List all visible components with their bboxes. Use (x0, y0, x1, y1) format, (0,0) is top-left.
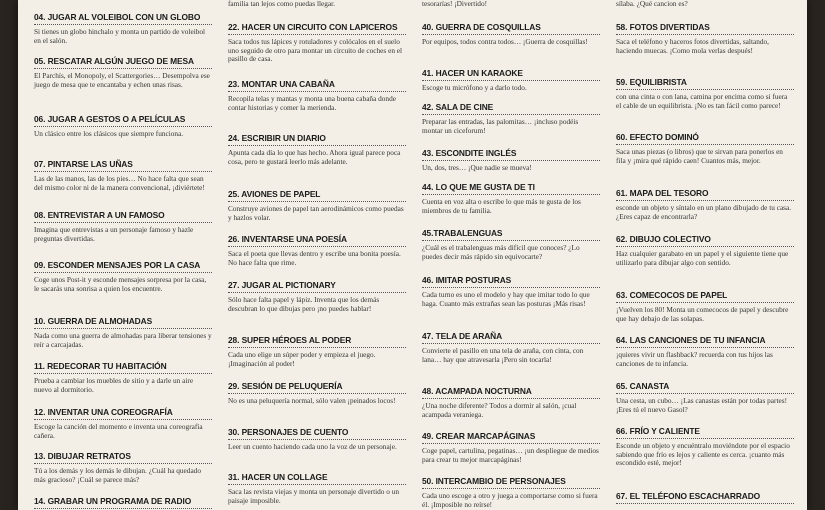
item-title: 65. CANASTA (616, 381, 794, 394)
item-desc: Leer un cuento haciendo cada uno la voz de un personaje. (228, 442, 397, 451)
list-item (616, 188, 794, 221)
item-title: 47. TELA DE ARAÑA (422, 331, 600, 344)
list-item (228, 133, 406, 166)
item-desc: Cada uno escoge a otro y juega a comportarse como si fuera él. ¡Imposible no reírse! (422, 491, 598, 509)
item-title: 61. MAPA DEL TESORO (616, 188, 794, 201)
list-item (228, 234, 406, 267)
item-title: 44. LO QUE ME GUSTA DE TI (422, 182, 600, 195)
continued-text: tesorarías! ¡Divertido! (422, 0, 488, 8)
item-desc: Preparar las entradas, las palomitas… ¡incluso podéis montar un ciceforum! (422, 117, 579, 135)
item-desc: Cuenta en voz alta o escribe lo que más te gusta de los miembros de tu familia. (422, 197, 581, 215)
item-title: 31. HACER UN COLLAGE (228, 472, 406, 485)
item-title: 41. HACER UN KARAOKE (422, 68, 600, 81)
list-item (34, 12, 212, 45)
list-item (34, 210, 212, 243)
list-item (228, 79, 406, 112)
item-title: 06. JUGAR A GESTOS O A PELÍCULAS (34, 114, 212, 127)
item-desc: El Parchís, el Monopoly, el Scattergories… Desempolva ese juego de mesa que te encantaba y echen unas risas. (34, 71, 210, 89)
item-desc: Sólo hace falta papel y lápiz. Inventa que los demás descubran lo que dibujas pero ¡no puedes hablar! (228, 295, 380, 313)
list-item (228, 427, 406, 452)
item-title: 43. ESCONDITE INGLÉS (422, 148, 600, 161)
item-desc: Convierte el pasillo en una tela de araña, con cinta, con lana… hay que atravesarla ¡Pero sin tocarla! (422, 346, 584, 364)
item-title: 26. INVENTARSE UNA POESÍA (228, 234, 406, 247)
item-desc: Esconde un objeto y encuéntralo moviéndote por el espacio sabiendo que frío es lejos y caliente es cerca. ¡cuanto más escondido esté, mejor! (616, 441, 790, 468)
list-item (422, 275, 600, 308)
item-desc: Una cesta, un cubo… ¡Las canastas están por todas partes! ¡Eres tú el nuevo Gasol? (616, 396, 788, 414)
item-title: 62. DIBUJO COLECTIVO (616, 234, 794, 247)
list-item (228, 381, 406, 406)
list-item (616, 426, 794, 468)
item-title: 60. EFECTO DOMINÓ (616, 132, 794, 145)
item-title: 63. COMECOCOS DE PAPEL (616, 290, 794, 303)
list-item (422, 68, 600, 93)
magazine-page (18, 0, 807, 510)
item-desc: Nada como una guerra de almohadas para liberar tensiones y reír a carcajadas. (34, 331, 212, 349)
list-item (34, 159, 212, 192)
item-desc: Apunta cada día lo que has hecho. Ahora igual parece poca cosa, pero te gustará leerlo más adelante. (228, 148, 401, 166)
item-desc: Saca todos tus lápices y rotuladores y colócalos en el suelo uno seguido de otro para montar un circuito de coches en el pasillo de casa. (228, 37, 403, 64)
list-item (616, 77, 794, 110)
item-desc: Por equipos, todos contra todos… ¡Guerra de cosquillas! (422, 37, 588, 46)
item-title: 27. JUGAR AL PICTIONARY (228, 280, 406, 293)
item-desc: Si tienes un globo hinchalo y monta un partido de voleibol en el salón. (34, 27, 206, 45)
item-title: 22. HACER UN CIRCUITO CON LAPICEROS (228, 22, 406, 35)
item-desc: Construye aviones de papel tan aerodinámicos como puedas y hazlos volar. (228, 204, 404, 222)
list-item (616, 491, 794, 504)
list-item (422, 228, 600, 261)
item-title: 46. IMITAR POSTURAS (422, 275, 600, 288)
list-item (616, 381, 794, 414)
list-item (616, 234, 794, 267)
item-desc: Un clásico entre los clásicos que siempre funciona. (34, 129, 184, 138)
item-desc: Saca el poeta que llevas dentro y escribe una bonita poesía. No hace falta que rime. (228, 249, 401, 267)
item-title: 12. INVENTAR UNA COREOGRAFÍA (34, 407, 212, 420)
list-item (422, 476, 600, 509)
item-desc: Cada turno es uno el modelo y hay que imitar todo lo que haga. Cuanto más extrañas sean las posturas ¡Más risas! (422, 290, 590, 308)
item-title: 42. SALA DE CINE (422, 102, 600, 115)
list-item (34, 56, 212, 89)
list-item (228, 472, 406, 505)
list-item (422, 182, 600, 215)
item-title: 66. FRÍO Y CALIENTE (616, 426, 794, 439)
item-desc: Tú a los demás y los demás le dibujan. ¿Cuál ha quedado más gracioso? ¡Cuál se parece más? (34, 466, 201, 484)
item-title: 67. EL TELÉFONO ESCACHARRADO (616, 491, 794, 504)
item-title: 07. PINTARSE LAS UÑAS (34, 159, 212, 172)
item-title: 48. ACAMPADA NOCTURNA (422, 386, 600, 399)
item-desc: ¿Cuál es el trabalenguas más difícil que conoces? ¿Lo puedes decir más rápido sin equivocarte? (422, 243, 580, 261)
item-desc: Haz cualquier garabato en un papel y el siguiente tiene que utilizarlo para dibujar algo con sentido. (616, 249, 789, 267)
continued-text: familia tan lejos como puedas llegar. (228, 0, 335, 8)
list-item (616, 132, 794, 165)
item-title: 45.TRABALENGUAS (422, 228, 600, 241)
item-desc: con una cinta o con lana, camina por encima como si fuera el cable de un equilibrista. ¡No es tan fácil como parece! (616, 92, 788, 110)
list-item (228, 22, 406, 64)
list-item (422, 331, 600, 364)
list-item (228, 335, 406, 368)
list-item (422, 386, 600, 419)
item-title: 25. AVIONES DE PAPEL (228, 189, 406, 202)
item-desc: ¿Una noche diferente? Todos a dormir al salón, ¡cual acampada veraniega. (422, 401, 577, 419)
list-item (34, 496, 212, 509)
item-title: 30. PERSONAJES DE CUENTO (228, 427, 406, 440)
item-title: 49. CREAR MARCAPÁGINAS (422, 431, 600, 444)
item-desc: Las de las manos, las de los pies… No hace falta que sean del mismo color ni de la manera convencional, ¡diviértete! (34, 174, 205, 192)
list-item (34, 316, 212, 349)
list-item (616, 335, 794, 368)
list-item (422, 102, 600, 135)
list-item (616, 22, 794, 55)
item-desc: Recopila telas y mantas y monta una buena cabaña donde contar historias y comer la merienda. (228, 94, 396, 112)
list-item (616, 290, 794, 323)
item-desc: Imagina que entrevistas a un personaje famoso y hazle preguntas divertidas. (34, 225, 194, 243)
item-desc: Cada uno elige un súper poder y empieza el juego. ¡Imaginación al poder! (228, 350, 376, 368)
item-desc: Saca el teléfono y haceros fotos divertidas, saltando, haciendo muecas. ¡Como mola verlas después! (616, 37, 769, 55)
list-item (34, 451, 212, 484)
item-desc: Escoge tu micrófono y a darlo todo. (422, 83, 527, 92)
item-title: 59. EQUILIBRISTA (616, 77, 794, 90)
item-title: 24. ESCRIBIR UN DIARIO (228, 133, 406, 146)
item-desc: No es una peluquería normal, sólo valen ¡peinados locos! (228, 396, 396, 405)
item-title: 29. SESIÓN DE PELUQUERÍA (228, 381, 406, 394)
item-desc: ¡Vuelven los 80! Monta un comecocos de papel y descubre que hay debajo de las solapas. (616, 305, 789, 323)
item-title: 50. INTERCAMBIO DE PERSONAJES (422, 476, 600, 489)
item-title: 23. MONTAR UNA CABAÑA (228, 79, 406, 92)
list-item (228, 189, 406, 222)
item-title: 58. FOTOS DIVERTIDAS (616, 22, 794, 35)
item-title: 04. JUGAR AL VOLEIBOL CON UN GLOBO (34, 12, 212, 25)
item-desc: Saca las revista viejas y monta un personaje divertido o un paisaje imposible. (228, 487, 400, 505)
list-item (34, 114, 212, 139)
item-title: 64. LAS CANCIONES DE TU INFANCIA (616, 335, 794, 348)
item-title: 40. GUERRA DE COSQUILLAS (422, 22, 600, 35)
item-desc: Coge unos Post-it y esconde mensajes sorpresa por la casa, le sacarás una sonrisa a quien los encuentre. (34, 275, 207, 293)
item-desc: ¡quieres vivir un flashback? recuerda con tus hijos las canciones de tu infancia. (616, 350, 773, 368)
list-item (422, 22, 600, 47)
item-title: 05. RESCATAR ALGÚN JUEGO DE MESA (34, 56, 212, 69)
item-desc: Saca unas piezas (o libros) que te sirvan para ponerlos en fila y ¡mira qué rápido caen! Cuantos más, mejor. (616, 147, 783, 165)
item-desc: esconde un objeto y síntalo en un plano dibujado de tu casa. ¿Eres capaz de encontrarla? (616, 203, 792, 221)
list-item (422, 431, 600, 464)
list-item (228, 280, 406, 313)
continued-text: sílaba. ¿Qué cancion es? (616, 0, 688, 8)
item-desc: Coge papel, cartulina, pegatinas… ¡un despliegue de medios para crear tu mejor marcapáginas! (422, 446, 599, 464)
item-title: 09. ESCONDER MENSAJES POR LA CASA (34, 260, 212, 273)
item-title: 13. DIBUJAR RETRATOS (34, 451, 212, 464)
list-item (34, 260, 212, 293)
list-item (34, 361, 212, 394)
item-title: 10. GUERRA DE ALMOHADAS (34, 316, 212, 329)
item-title: 14. GRABAR UN PROGRAMA DE RADIO (34, 496, 212, 509)
item-title: 08. ENTREVISTAR A UN FAMOSO (34, 210, 212, 223)
item-title: 28. SUPER HÉROES AL PODER (228, 335, 406, 348)
list-item (422, 148, 600, 173)
item-title: 11. REDECORAR TU HABITACIÓN (34, 361, 212, 374)
item-desc: Prueba a cambiar los muebles de sitio y a darle un aire nuevo al dormitorio. (34, 376, 194, 394)
item-desc: Un, dos, tres… ¡Que nadie se mueva! (422, 163, 532, 172)
item-desc: Escoge la canción del momento e inventa una coreografía cañera. (34, 422, 203, 440)
list-item (34, 407, 212, 440)
